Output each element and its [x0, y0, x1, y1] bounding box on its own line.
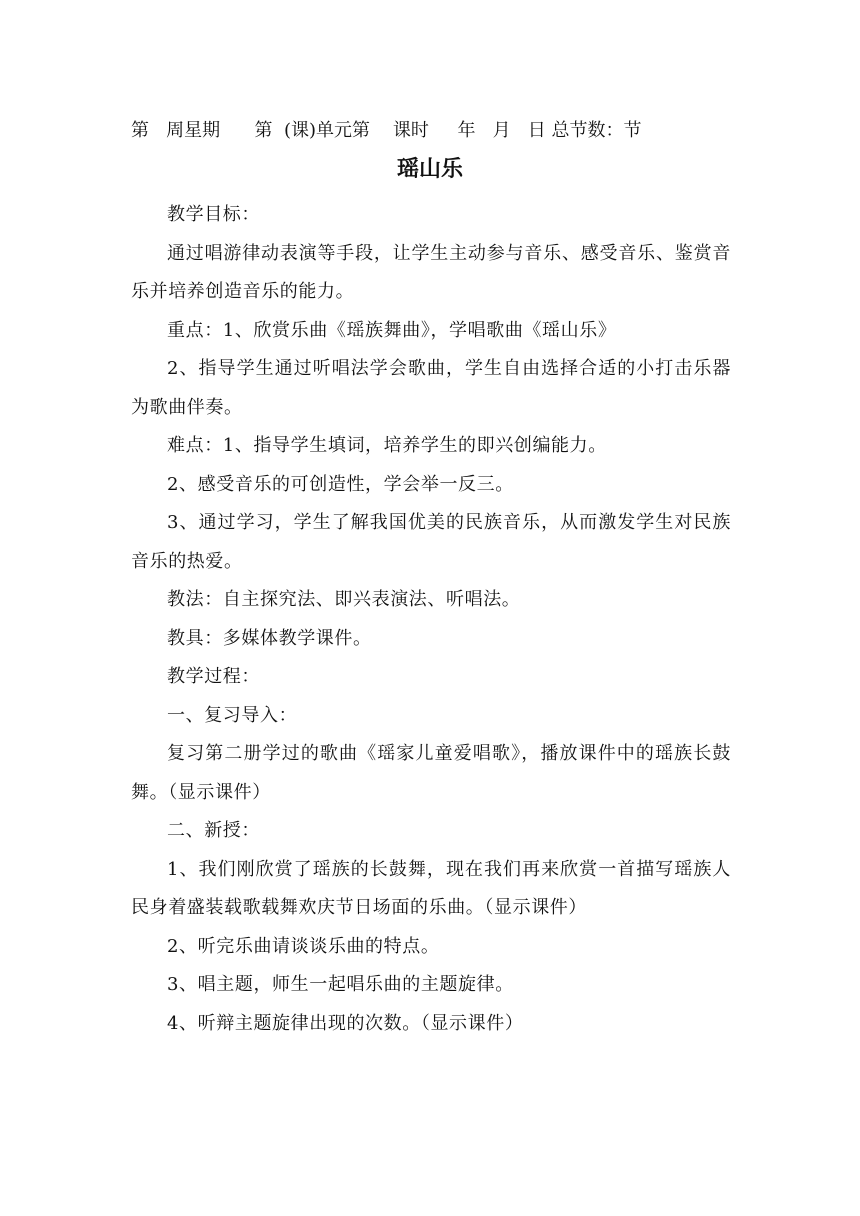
paragraph-teaching-process-heading: 教学过程： — [167, 666, 260, 687]
paragraph-new-lesson-step-4: 4、听辩主题旋律出现的次数。（显示课件） — [167, 1012, 524, 1034]
paragraph-new-lesson-step-1: 1、我们刚欣赏了瑶族的长鼓舞，现在我们再来欣赏一首描写瑶族人民身着盛装载歌载舞欢庆节日场面的乐曲。（显示课件） — [131, 858, 731, 918]
document-title: 瑶山乐 — [396, 157, 463, 182]
paragraph-teaching-methods: 教法：自主探究法、即兴表演法、听唱法。 — [167, 589, 521, 610]
paragraph-difficulty-2: 2、感受音乐的可创造性，学会举一反三。 — [167, 473, 514, 495]
paragraph-key-point-1: 重点：1、欣赏乐曲《瑶族舞曲》，学唱歌曲《瑶山乐》 — [167, 319, 617, 341]
paragraph-teaching-goals: 通过唱游律动表演等手段，让学生主动参与音乐、感受音乐、鉴赏音乐并培养创造音乐的能力。 — [131, 242, 731, 302]
paragraph-section-new-lesson: 二、新授： — [167, 820, 260, 841]
paragraph-new-lesson-step-3: 3、唱主题，师生一起唱乐曲的主题旋律。 — [167, 974, 514, 995]
document-body — [131, 196, 731, 1043]
paragraph-difficulty-1: 难点：1、指导学生填词，培养学生的即兴创编能力。 — [167, 435, 607, 456]
paragraph-review-content: 复习第二册学过的歌曲《瑶家儿童爱唱歌》，播放课件中的瑶族长鼓舞。（显示课件） — [131, 743, 731, 803]
paragraph-section-review: 一、复习导入： — [167, 704, 298, 726]
lesson-header-line: 第 周星期 第 (课)单元第 课时 年 月 日 总节数：节 — [131, 120, 642, 141]
paragraph-teaching-aids: 教具：多媒体教学课件。 — [167, 627, 372, 649]
paragraph-key-point-2: 2、指导学生通过听唱法学会歌曲，学生自由选择合适的小打击乐器为歌曲伴奏。 — [131, 358, 731, 418]
paragraph-new-lesson-step-2: 2、听完乐曲请谈谈乐曲的特点。 — [167, 935, 440, 957]
paragraph-difficulty-3: 3、通过学习，学生了解我国优美的民族音乐，从而激发学生对民族音乐的热爱。 — [131, 512, 731, 572]
paragraph-teaching-goals-heading: 教学目标： — [167, 204, 260, 225]
